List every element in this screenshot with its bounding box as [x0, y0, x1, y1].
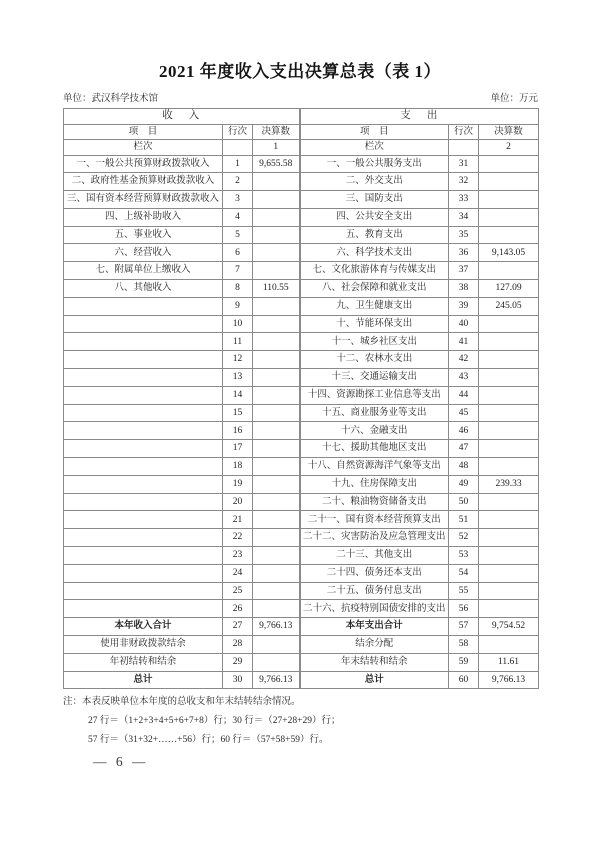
expense-line-cell: 49 [449, 475, 479, 493]
table-row [64, 440, 539, 458]
expense-item-cell: 二十三、其他支出 [300, 547, 449, 565]
expense-amount-cell: 127.09 [479, 280, 539, 298]
expense-amount-cell [479, 208, 539, 226]
income-item-cell [64, 297, 223, 315]
income-col-number: 1 [253, 140, 300, 156]
income-lanci-label: 栏次 [64, 140, 223, 156]
income-item-cell [64, 315, 223, 333]
note-line-1: 注：本表反映单位本年度的总收支和年末结转结余情况。 [63, 697, 301, 707]
expense-item-cell: 四、公共安全支出 [300, 208, 449, 226]
expense-line-cell: 33 [449, 191, 479, 209]
expense-line-cell: 38 [449, 280, 479, 298]
expense-line-cell: 36 [449, 244, 479, 262]
expense-line-cell: 34 [449, 208, 479, 226]
expense-line-cell: 35 [449, 226, 479, 244]
table-row [64, 315, 539, 333]
expense-section-header: 支 出 [300, 109, 539, 125]
income-amount-cell [253, 493, 300, 511]
expense-amount-cell [479, 155, 539, 173]
expense-amount-cell: 239.33 [479, 475, 539, 493]
expense-amount-cell [479, 564, 539, 582]
income-item-cell [64, 440, 223, 458]
income-line-cell: 14 [223, 386, 253, 404]
expense-amount-cell [479, 262, 539, 280]
income-amount-cell: 9,766.13 [253, 671, 300, 689]
expense-amount-cell [479, 547, 539, 565]
table-row [64, 529, 539, 547]
page-title: 2021 年度收入支出决算总表（表 1） [159, 62, 441, 81]
income-amount-cell [253, 600, 300, 618]
expense-amount-cell [479, 529, 539, 547]
unit-line [63, 90, 538, 104]
expense-item-cell: 三、国防支出 [300, 191, 449, 209]
table-row [64, 333, 539, 351]
income-item-cell [64, 333, 223, 351]
expense-item-cell: 十一、城乡社区支出 [300, 333, 449, 351]
income-line-cell: 23 [223, 547, 253, 565]
income-line-cell: 9 [223, 297, 253, 315]
income-amount-cell [253, 458, 300, 476]
expense-amount-cell [479, 422, 539, 440]
income-item-cell: 八、其他收入 [64, 280, 223, 298]
table-row [64, 262, 539, 280]
income-amount-cell [253, 333, 300, 351]
expense-amount-cell [479, 440, 539, 458]
income-amount-cell [253, 191, 300, 209]
expense-line-cell: 54 [449, 564, 479, 582]
expense-amount-cell [479, 333, 539, 351]
income-amount-cell [253, 315, 300, 333]
expense-lanci-label: 栏次 [300, 140, 449, 156]
income-line-cell: 2 [223, 173, 253, 191]
expense-item-cell: 十四、资源勘探工业信息等支出 [300, 386, 449, 404]
expense-amount-cell [479, 511, 539, 529]
table-row [64, 653, 539, 671]
column-header-row [64, 124, 539, 140]
expense-amount-cell: 11.61 [479, 653, 539, 671]
income-item-cell [64, 351, 223, 369]
expense-line-cell: 31 [449, 155, 479, 173]
expense-item-cell: 七、文化旅游体育与传媒支出 [300, 262, 449, 280]
expense-amount-cell [479, 173, 539, 191]
income-line-cell: 18 [223, 458, 253, 476]
expense-amount-cell: 9,766.13 [479, 671, 539, 689]
unit-name-label: 单位：武汉科学技术馆 [63, 94, 159, 104]
income-item-cell [64, 493, 223, 511]
expense-item-cell: 二十五、债务付息支出 [300, 582, 449, 600]
expense-line-cell: 44 [449, 386, 479, 404]
expense-line-cell: 53 [449, 547, 479, 565]
table-row [64, 475, 539, 493]
table-row [64, 208, 539, 226]
table-row [64, 493, 539, 511]
expense-item-cell: 十七、援助其他地区支出 [300, 440, 449, 458]
income-amount-cell: 9,655.58 [253, 155, 300, 173]
income-item-col-header: 项 目 [64, 124, 223, 140]
income-amount-cell [253, 529, 300, 547]
income-amount-cell [253, 511, 300, 529]
table-row [64, 351, 539, 369]
income-amount-cell: 110.55 [253, 280, 300, 298]
table-row [64, 600, 539, 618]
expense-item-cell: 九、卫生健康支出 [300, 297, 449, 315]
income-amount-cell: 9,766.13 [253, 618, 300, 636]
income-amount-col-header: 决算数 [253, 124, 300, 140]
expense-line-cell: 37 [449, 262, 479, 280]
income-amount-cell [253, 582, 300, 600]
expense-line-cell: 46 [449, 422, 479, 440]
income-amount-cell [253, 369, 300, 387]
expense-line-cell: 48 [449, 458, 479, 476]
currency-unit-label: 单位：万元 [490, 94, 538, 104]
footnotes [63, 693, 538, 750]
income-line-cell: 26 [223, 600, 253, 618]
income-amount-cell [253, 636, 300, 654]
income-amount-cell [253, 351, 300, 369]
income-item-cell [64, 422, 223, 440]
income-amount-cell [253, 564, 300, 582]
income-line-cell: 21 [223, 511, 253, 529]
income-line-cell: 3 [223, 191, 253, 209]
expense-line-cell: 58 [449, 636, 479, 654]
expense-amount-cell: 9,143.05 [479, 244, 539, 262]
income-item-cell [64, 475, 223, 493]
income-item-cell [64, 582, 223, 600]
expense-amount-cell [479, 226, 539, 244]
expense-line-cell: 39 [449, 297, 479, 315]
expense-item-cell: 一、一般公共服务支出 [300, 155, 449, 173]
income-item-cell [64, 564, 223, 582]
expense-item-cell: 本年支出合计 [300, 618, 449, 636]
income-amount-cell [253, 262, 300, 280]
expense-item-cell: 十九、住房保障支出 [300, 475, 449, 493]
expense-amount-cell [479, 458, 539, 476]
income-amount-cell [253, 547, 300, 565]
note-line-3: 57 行＝（31+32+……+56）行；60 行＝（57+58+59）行。 [88, 735, 329, 745]
expense-item-cell: 二十二、灾害防治及应急管理支出 [300, 529, 449, 547]
expense-line-cell: 47 [449, 440, 479, 458]
income-item-cell [64, 404, 223, 422]
income-line-cell: 24 [223, 564, 253, 582]
income-line-cell: 11 [223, 333, 253, 351]
page-number: — 6 — [93, 754, 149, 769]
column-number-row [64, 140, 539, 156]
expense-item-cell: 总计 [300, 671, 449, 689]
table-row [64, 458, 539, 476]
income-line-cell: 28 [223, 636, 253, 654]
expense-item-cell: 五、教育支出 [300, 226, 449, 244]
expense-item-cell: 二十六、抗疫特别国债安排的支出 [300, 600, 449, 618]
income-item-cell [64, 458, 223, 476]
income-amount-cell [253, 173, 300, 191]
table-row [64, 191, 539, 209]
income-amount-cell [253, 422, 300, 440]
expense-line-col-header: 行次 [449, 124, 479, 140]
note-line-2: 27 行＝（1+2+3+4+5+6+7+8）行；30 行＝（27+28+29）行； [88, 716, 341, 726]
expense-amount-cell [479, 386, 539, 404]
income-item-cell: 一、一般公共预算财政拨款收入 [64, 155, 223, 173]
income-item-cell: 四、上级补助收入 [64, 208, 223, 226]
expense-amount-cell [479, 600, 539, 618]
expense-item-cell: 二十一、国有资本经营预算支出 [300, 511, 449, 529]
expense-item-cell: 十二、农林水支出 [300, 351, 449, 369]
expense-item-cell: 十三、交通运输支出 [300, 369, 449, 387]
expense-item-cell: 十、节能环保支出 [300, 315, 449, 333]
expense-item-cell: 六、科学技术支出 [300, 244, 449, 262]
income-amount-cell [253, 653, 300, 671]
expense-item-col-header: 项 目 [300, 124, 449, 140]
expense-amount-cell [479, 636, 539, 654]
expense-line-cell: 45 [449, 404, 479, 422]
income-item-cell [64, 547, 223, 565]
table-row [64, 244, 539, 262]
income-amount-cell [253, 440, 300, 458]
expense-item-cell: 十六、金融支出 [300, 422, 449, 440]
table-row [64, 636, 539, 654]
table-row [64, 226, 539, 244]
income-item-cell: 五、事业收入 [64, 226, 223, 244]
expense-amount-cell [479, 369, 539, 387]
blank-cell [223, 140, 253, 156]
income-section-header: 收 入 [64, 109, 300, 125]
income-line-cell: 10 [223, 315, 253, 333]
income-amount-cell [253, 404, 300, 422]
income-line-cell: 13 [223, 369, 253, 387]
table-row [64, 369, 539, 387]
expense-amount-cell: 9,754.52 [479, 618, 539, 636]
expense-line-cell: 51 [449, 511, 479, 529]
expense-amount-cell [479, 191, 539, 209]
expense-amount-cell [479, 351, 539, 369]
expense-line-cell: 41 [449, 333, 479, 351]
expense-line-cell: 55 [449, 582, 479, 600]
expense-line-cell: 40 [449, 315, 479, 333]
expense-item-cell: 十八、自然资源海洋气象等支出 [300, 458, 449, 476]
expense-line-cell: 32 [449, 173, 479, 191]
expense-item-cell: 十五、商业服务业等支出 [300, 404, 449, 422]
income-item-cell: 使用非财政拨款结余 [64, 636, 223, 654]
expense-line-cell: 50 [449, 493, 479, 511]
expense-col-number: 2 [479, 140, 539, 156]
income-item-cell [64, 529, 223, 547]
expense-line-cell: 57 [449, 618, 479, 636]
expense-amount-cell [479, 493, 539, 511]
table-row [64, 564, 539, 582]
table-row [64, 422, 539, 440]
expense-line-cell: 56 [449, 600, 479, 618]
income-item-cell: 总计 [64, 671, 223, 689]
income-item-cell: 本年收入合计 [64, 618, 223, 636]
expense-item-cell: 二十四、债务还本支出 [300, 564, 449, 582]
table-row [64, 671, 539, 689]
expense-amount-cell: 245.05 [479, 297, 539, 315]
table-row [64, 404, 539, 422]
table-row [64, 618, 539, 636]
income-line-cell: 22 [223, 529, 253, 547]
income-line-cell: 8 [223, 280, 253, 298]
income-line-cell: 6 [223, 244, 253, 262]
blank-cell [449, 140, 479, 156]
expense-line-cell: 52 [449, 529, 479, 547]
income-item-cell [64, 369, 223, 387]
expense-line-cell: 59 [449, 653, 479, 671]
income-item-cell: 二、政府性基金预算财政拨款收入 [64, 173, 223, 191]
income-line-cell: 5 [223, 226, 253, 244]
income-item-cell [64, 511, 223, 529]
income-line-col-header: 行次 [223, 124, 253, 140]
income-line-cell: 30 [223, 671, 253, 689]
income-item-cell: 三、国有资本经营预算财政拨款收入 [64, 191, 223, 209]
income-amount-cell [253, 297, 300, 315]
table-row [64, 511, 539, 529]
expense-item-cell: 年末结转和结余 [300, 653, 449, 671]
income-line-cell: 19 [223, 475, 253, 493]
income-item-cell: 六、经营收入 [64, 244, 223, 262]
expense-item-cell: 结余分配 [300, 636, 449, 654]
expense-line-cell: 43 [449, 369, 479, 387]
table-row [64, 386, 539, 404]
income-line-cell: 16 [223, 422, 253, 440]
table-row [64, 155, 539, 173]
expense-amount-cell [479, 404, 539, 422]
income-line-cell: 7 [223, 262, 253, 280]
expense-item-cell: 八、社会保障和就业支出 [300, 280, 449, 298]
table-row [64, 173, 539, 191]
income-line-cell: 25 [223, 582, 253, 600]
income-line-cell: 15 [223, 404, 253, 422]
income-amount-cell [253, 475, 300, 493]
expense-line-cell: 42 [449, 351, 479, 369]
expense-amount-col-header: 决算数 [479, 124, 539, 140]
income-amount-cell [253, 208, 300, 226]
section-header-row [64, 109, 539, 125]
income-line-cell: 1 [223, 155, 253, 173]
table-row [64, 297, 539, 315]
table-row [64, 582, 539, 600]
income-line-cell: 29 [223, 653, 253, 671]
income-item-cell: 年初结转和结余 [64, 653, 223, 671]
income-line-cell: 20 [223, 493, 253, 511]
table-row [64, 280, 539, 298]
income-line-cell: 17 [223, 440, 253, 458]
expense-item-cell: 二、外交支出 [300, 173, 449, 191]
expense-amount-cell [479, 315, 539, 333]
expense-item-cell: 二十、粮油物资储备支出 [300, 493, 449, 511]
final-accounts-table [63, 108, 539, 689]
income-line-cell: 4 [223, 208, 253, 226]
income-amount-cell [253, 386, 300, 404]
income-item-cell [64, 600, 223, 618]
table-row [64, 547, 539, 565]
income-line-cell: 12 [223, 351, 253, 369]
expense-line-cell: 60 [449, 671, 479, 689]
income-amount-cell [253, 244, 300, 262]
income-item-cell [64, 386, 223, 404]
expense-amount-cell [479, 582, 539, 600]
income-line-cell: 27 [223, 618, 253, 636]
income-amount-cell [253, 226, 300, 244]
income-item-cell: 七、附属单位上缴收入 [64, 262, 223, 280]
